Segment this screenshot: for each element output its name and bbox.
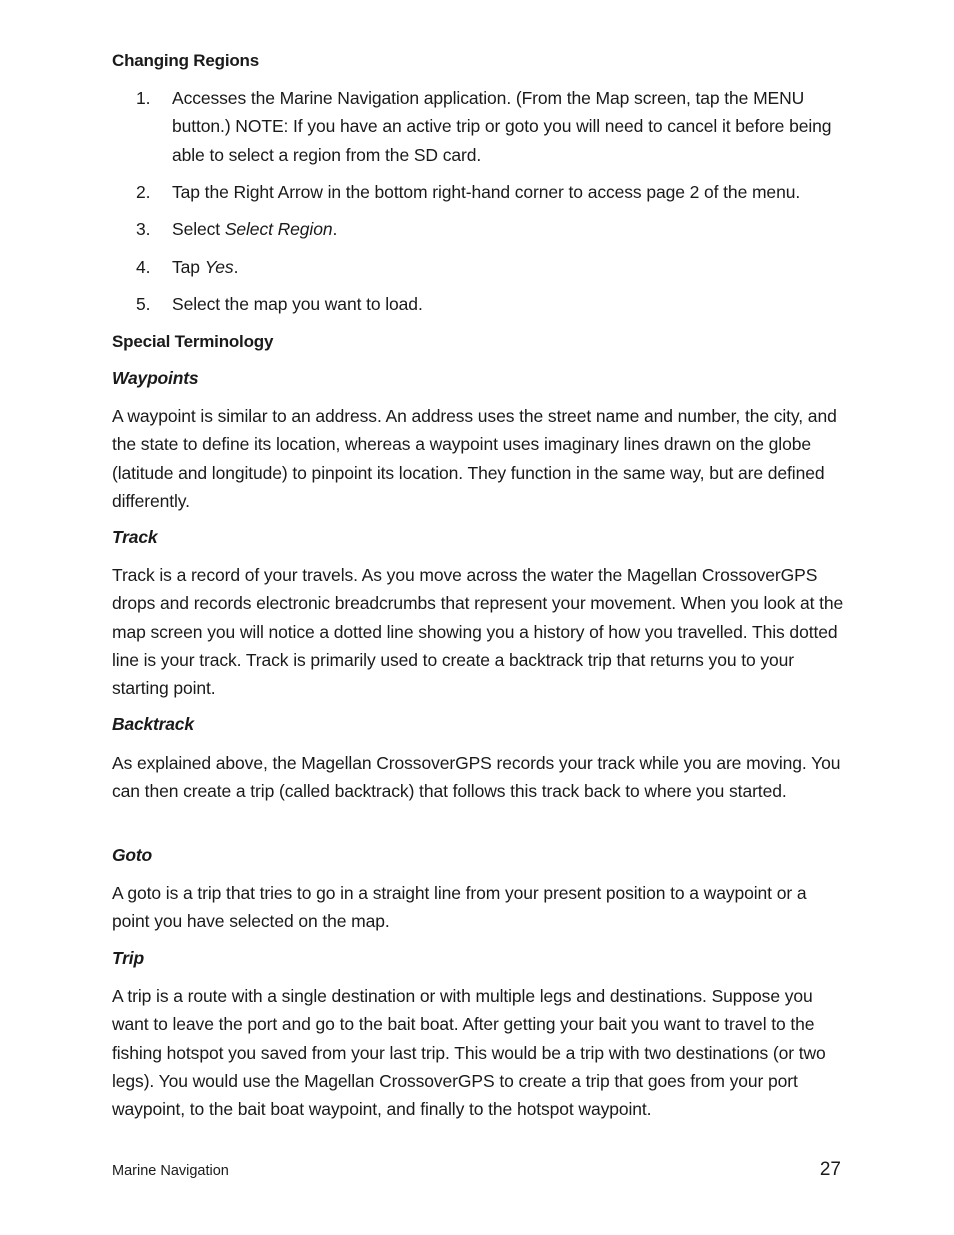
term-title-backtrack: Backtrack <box>112 714 194 734</box>
step-text-prefix: Select <box>172 219 225 239</box>
term-body-goto: A goto is a trip that tries to go in a straight line from your present position to a waypoint or a point you have selected on the map. <box>112 883 807 932</box>
term-title-waypoints: Waypoints <box>112 368 199 388</box>
step-text-emphasis: Select Region <box>224 219 333 239</box>
term-title-goto: Goto <box>112 845 153 865</box>
term-body-waypoints: A waypoint is similar to an address. An address uses the street name and number, the city, and the state to define its location, whereas a waypoint uses imaginary lines drawn on the globe (latitude and longitude) to pinpoint its location. They function in the same way, but are defined differently. <box>112 406 837 511</box>
step-item <box>112 290 847 318</box>
footer-section-label: Marine Navigation <box>112 1163 229 1179</box>
step-text: Select the map you want to load. <box>172 294 423 314</box>
step-text-prefix: Tap <box>172 257 205 277</box>
changing-regions-heading: Changing Regions <box>112 51 259 70</box>
step-item <box>112 253 847 281</box>
step-text-suffix: . <box>233 257 239 277</box>
term-title-trip: Trip <box>112 948 144 968</box>
term-title-track: Track <box>112 527 158 547</box>
special-terminology-heading: Special Terminology <box>112 332 274 351</box>
step-number: 4. <box>136 257 151 277</box>
term-body-trip: A trip is a route with a single destination or with multiple legs and destinations. Suppose you want to leave the port and go to the bait boat. After getting your bait you want to travel to the fishing hotspot you saved from your last trip. This would be a trip with two destinations (or two legs). You would use the Magellan CrossoverGPS to create a trip that goes from your port waypoint, to the bait boat waypoint, and finally to the hotspot waypoint. <box>112 986 826 1120</box>
step-text <box>172 215 847 243</box>
page-number: 27 <box>819 1159 841 1180</box>
step-item <box>112 215 847 243</box>
step-text-emphasis: Yes <box>204 257 234 277</box>
step-number: 1. <box>136 88 151 108</box>
step-text-suffix: . <box>332 219 338 239</box>
step-number: 2. <box>136 182 151 202</box>
step-number: 3. <box>136 219 151 239</box>
step-number: 5. <box>136 294 151 314</box>
step-text: Accesses the Marine Navigation application. (From the Map screen, tap the MENU button.) NOTE: If you have an active trip or goto you will need to cancel it before being able to select a region from the SD card. <box>172 88 832 165</box>
step-item <box>112 84 847 169</box>
term-body-track: Track is a record of your travels. As you move across the water the Magellan CrossoverGPS drops and records electronic breadcrumbs that represent your movement. When you look at the map screen you will notice a dotted line showing you a history of how you travelled. This dotted line is your track. Track is primarily used to create a backtrack trip that returns you to your starting point. <box>112 565 844 699</box>
term-body-backtrack: As explained above, the Magellan CrossoverGPS records your track while you are moving. You can then create a trip (called backtrack) that follows this track back to where you started. <box>112 753 841 802</box>
step-text <box>172 253 847 281</box>
step-text: Tap the Right Arrow in the bottom right-hand corner to access page 2 of the menu. <box>172 182 801 202</box>
step-item <box>112 178 847 206</box>
